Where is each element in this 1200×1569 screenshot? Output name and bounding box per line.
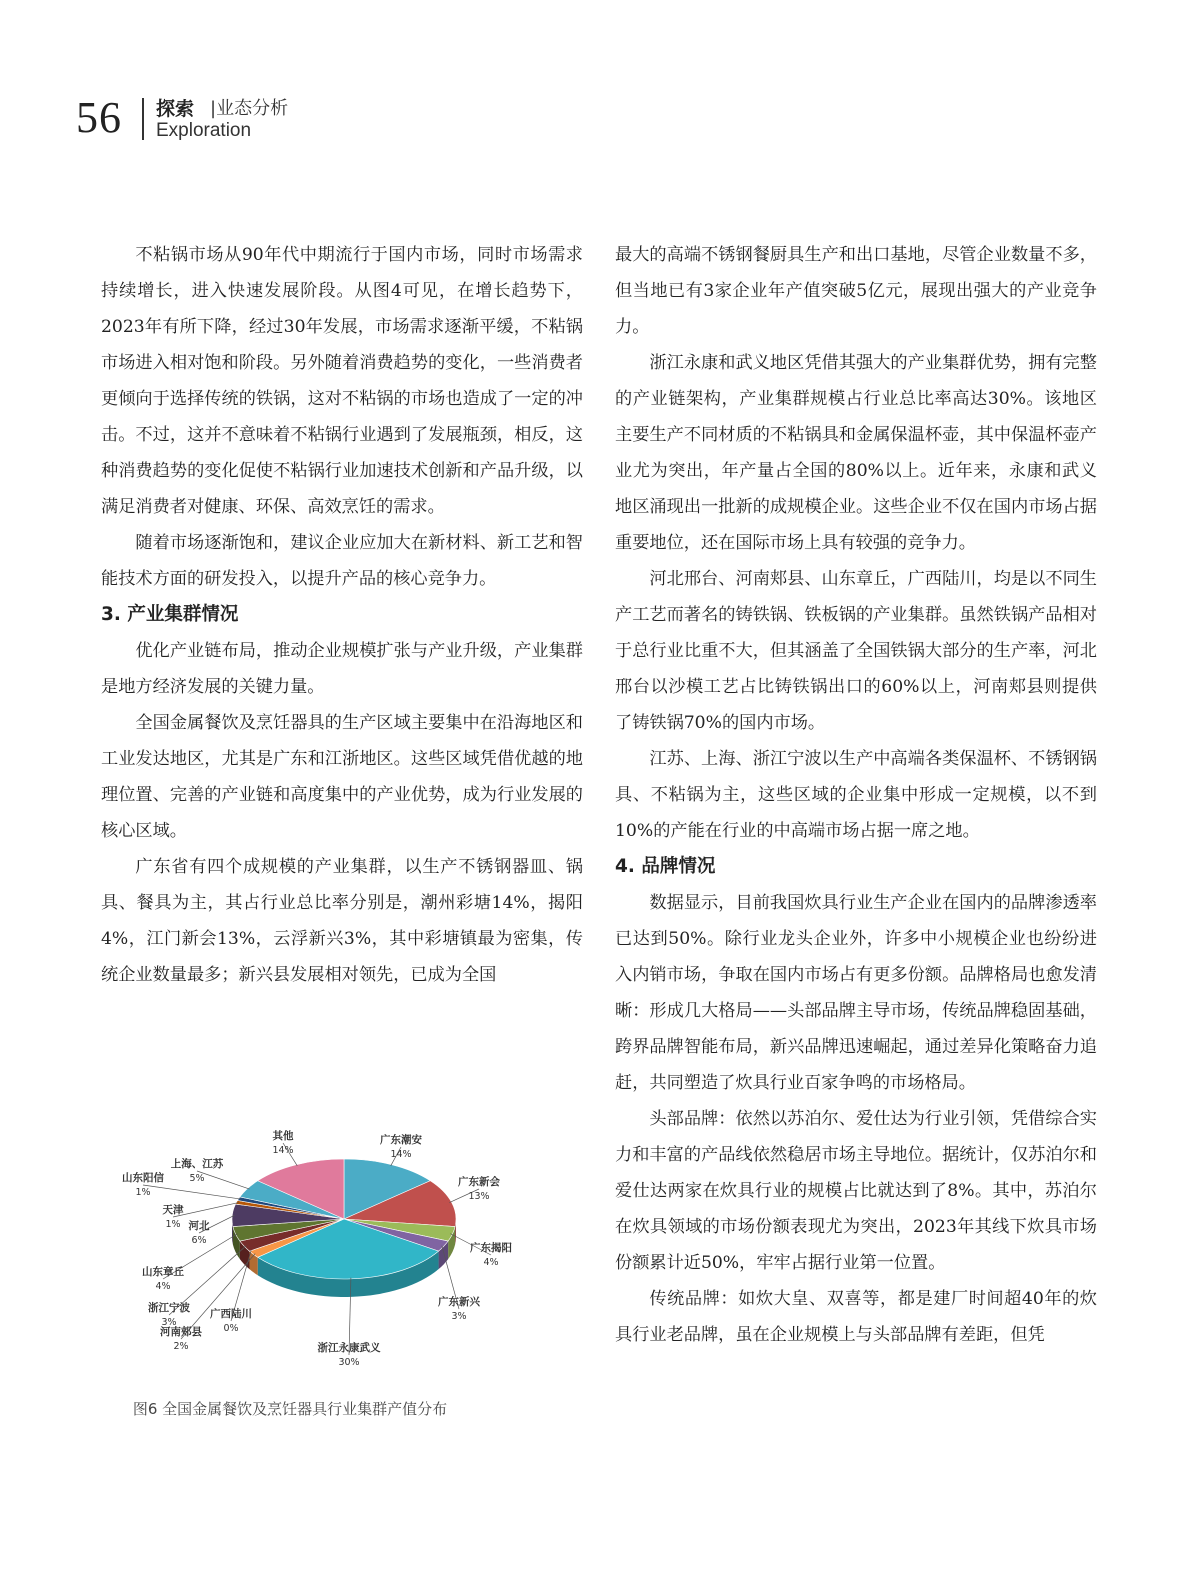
- slice-value: 6%: [191, 1235, 207, 1246]
- paragraph: 优化产业链布局，推动企业规模扩张与产业升级，产业集群是地方经济发展的关键力量。: [101, 641, 583, 697]
- header-divider: [142, 98, 144, 140]
- slice-label: 浙江宁波: [148, 1302, 190, 1314]
- slice-label: 天津: [162, 1204, 184, 1216]
- paragraph: 头部品牌：依然以苏泊尔、爱仕达为行业引领，凭借综合实力和丰富的产品线依然稳居市场主导地位。据统计，仅苏泊尔和爱仕达两家在炊具行业的规模占比就达到了8%。其中，苏泊尔在炊具领域的市场份额表现尤为突出，2023年其线下炊具市场份额累计近50%，牢牢占据行业第一位置。: [615, 1109, 1097, 1273]
- section-heading: 3. 产业集群情况: [101, 604, 239, 625]
- paragraph: 江苏、上海、浙江宁波以生产中高端各类保温杯、不锈钢锅具、不粘锅为主，这些区域的企业集中形成一定规模，以不到10%的产能在行业的中高端市场占据一席之地。: [615, 749, 1097, 841]
- slice-label: 河南郏县: [160, 1326, 202, 1338]
- slice-label: 广东新会: [458, 1176, 500, 1188]
- paragraph: 浙江永康和武义地区凭借其强大的产业集群优势，拥有完整的产业链架构，产业集群规模占行业总比率高达30%。该地区主要生产不同材质的不粘锅具和金属保温杯壶，其中保温杯壶产业尤为突出，年产量占全国的80%以上。近年来，永康和武义地区涌现出一批新的成规模企业。这些企业不仅在国内市场占据重要地位，还在国际市场上具有较强的竞争力。: [615, 353, 1097, 553]
- slice-label: 浙江永康武义: [317, 1342, 381, 1354]
- section-title: 探索: [156, 98, 195, 120]
- slice-label: 广东潮安: [380, 1134, 422, 1146]
- paragraph: 河北邢台、河南郏县、山东章丘，广西陆川，均是以不同生产工艺而著名的铸铁锅、铁板锅的产业集群。虽然铁锅产品相对于总行业比重不大，但其涵盖了全国铁锅大部分的生产率，河北邢台以沙模工艺占比铸铁锅出口的60%以上，河南郏县则提供了铸铁锅70%的国内市场。: [615, 569, 1097, 733]
- slice-value: 30%: [338, 1357, 360, 1368]
- leader-line: [197, 1171, 250, 1189]
- slice-value: 5%: [189, 1173, 205, 1184]
- pie-chart: [101, 1115, 583, 1395]
- slice-label: 河北: [188, 1220, 210, 1232]
- slice-value: 0%: [223, 1323, 239, 1334]
- section-heading: 4. 品牌情况: [615, 856, 716, 877]
- slice-value: 14%: [390, 1149, 412, 1160]
- slice-label: 其他: [272, 1130, 294, 1142]
- figure-caption: 图6 全国金属餐饮及烹饪器具行业集群产值分布: [132, 1400, 448, 1418]
- slice-label: 上海、江苏: [170, 1158, 224, 1170]
- paragraph: 不粘锅市场从90年代中期流行于国内市场，同时市场需求持续增长，进入快速发展阶段。从图4可见，在增长趋势下，2023年有所下降，经过30年发展，市场需求逐渐平缓，不粘锅市场进入相对饱和阶段。另外随着消费趋势的变化，一些消费者更倾向于选择传统的铁锅，这对不粘锅的市场也造成了一定的冲击。不过，这并不意味着不粘锅行业遇到了发展瓶颈，相反，这种消费趋势的变化促使不粘锅行业加速技术创新和产品升级，以满足消费者对健康、环保、高效烹饪的需求。: [101, 245, 583, 517]
- slice-label: 山东章丘: [142, 1266, 184, 1278]
- subsection-title: |业态分析: [210, 98, 289, 119]
- slice-value: 14%: [272, 1145, 294, 1156]
- slice-label: 广西陆川: [210, 1308, 252, 1320]
- paragraph: 随着市场逐渐饱和，建议企业应加大在新材料、新工艺和智能技术方面的研发投入，以提升产品的核心竞争力。: [101, 533, 583, 589]
- leader-line: [143, 1185, 241, 1199]
- slice-label: 广东揭阳: [470, 1242, 512, 1254]
- left-column: [101, 237, 583, 993]
- paragraph: 数据显示，目前我国炊具行业生产企业在国内的品牌渗透率已达到50%。除行业龙头企业外，许多中小规模企业也纷纷进入内销市场，争取在国内市场占有更多份额。品牌格局也愈发清晰：形成几大格局——头部品牌主导市场，传统品牌稳固基础，跨界品牌智能布局，新兴品牌迅速崛起，通过差异化策略奋力追赶，共同塑造了炊具行业百家争鸣的市场格局。: [615, 893, 1097, 1093]
- slice-label: 广东新兴: [438, 1296, 480, 1308]
- paragraph: 最大的高端不锈钢餐厨具生产和出口基地，尽管企业数量不多，但当地已有3家企业年产值突破5亿元，展现出强大的产业竞争力。: [615, 245, 1097, 337]
- paragraph: 广东省有四个成规模的产业集群，以生产不锈钢器皿、锅具、餐具为主，其占行业总比率分别是，潮州彩塘14%，揭阳4%，江门新会13%，云浮新兴3%，其中彩塘镇最为密集，传统企业数量最多；新兴县发展相对领先，已成为全国: [101, 857, 583, 985]
- slice-value: 4%: [483, 1257, 499, 1268]
- slice-value: 2%: [173, 1341, 189, 1352]
- slice-value: 1%: [165, 1219, 181, 1230]
- right-column: [615, 237, 1097, 1353]
- figure: [101, 1115, 583, 1415]
- paragraph: 传统品牌：如炊大皇、双喜等，都是建厂时间超40年的炊具行业老品牌，虽在企业规模上与头部品牌有差距，但凭: [615, 1289, 1097, 1345]
- page-number: 56: [76, 93, 122, 142]
- slice-value: 3%: [161, 1317, 177, 1328]
- paragraph: 全国金属餐饮及烹饪器具的生产区域主要集中在沿海地区和工业发达地区，尤其是广东和江浙地区。这些区域凭借优越的地理位置、完善的产业链和高度集中的产业优势，成为行业发展的核心区域。: [101, 713, 583, 841]
- slice-label: 山东阳信: [122, 1172, 164, 1184]
- section-title-en: Exploration: [156, 120, 252, 141]
- slice-value: 1%: [135, 1187, 151, 1198]
- slice-value: 4%: [155, 1281, 171, 1292]
- slice-value: 13%: [468, 1191, 490, 1202]
- slice-value: 3%: [451, 1311, 467, 1322]
